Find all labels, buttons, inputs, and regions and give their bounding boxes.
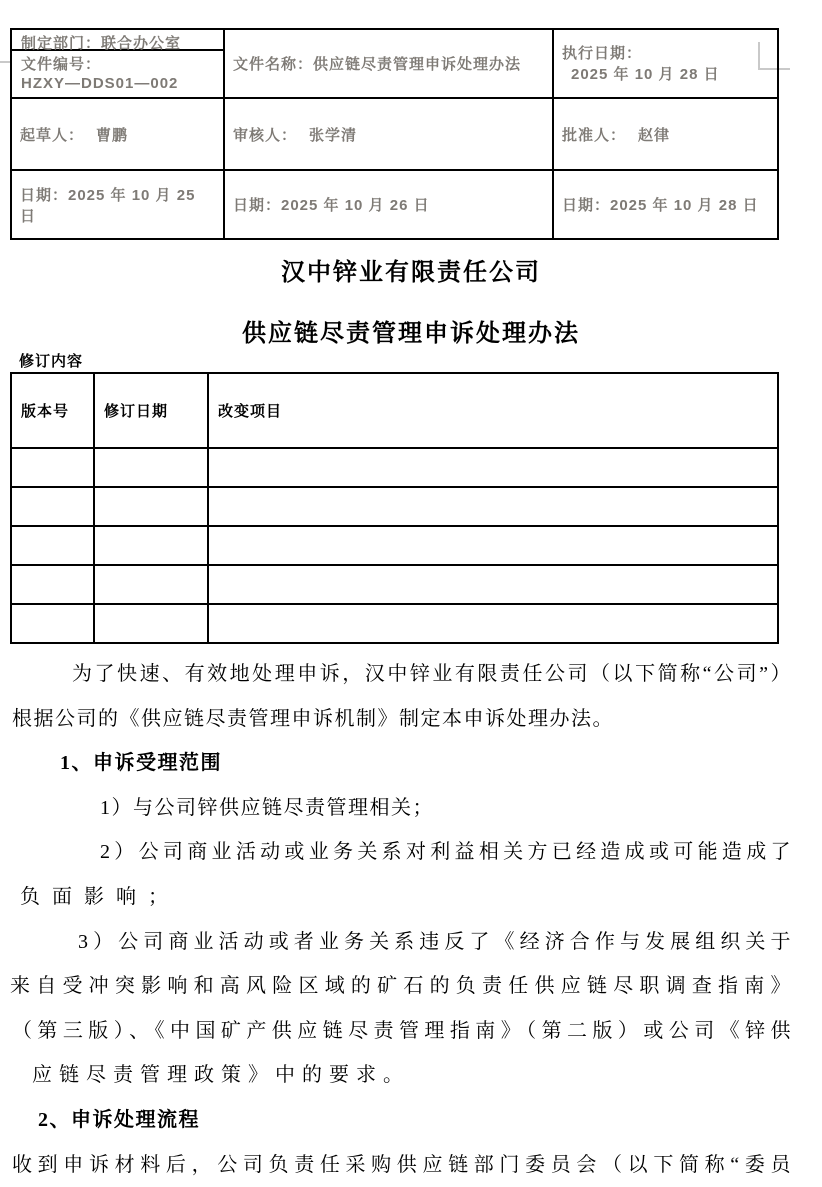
drafter-label: 起草人： [20, 126, 85, 144]
draft-date-cell: 日期：2025 年 10 月 25 日 [11, 170, 224, 239]
approver-cell [553, 98, 778, 170]
revision-empty-cell [94, 565, 208, 604]
exec-date-value: 2025 年 10 月 28 日 [571, 65, 720, 83]
revision-empty-cell [11, 487, 94, 526]
list-item-1: 1）与公司锌供应链尽责管理相关； [100, 796, 434, 819]
body-text [10, 652, 792, 1187]
doc-number-label: 文件编号： [21, 56, 102, 73]
list-item-3-line-1: 3）公司商业活动或者业务关系违反了《经济合作与发展组织关于 [78, 930, 792, 953]
revision-empty-cell [208, 487, 778, 526]
revision-empty-row [11, 448, 778, 487]
list-item-3-line-2: 来自受冲突影响和高风险区域的矿石的负责任供应链尽职调查指南》 [10, 975, 792, 998]
section-2-heading: 2、申诉处理流程 [38, 1108, 200, 1131]
list-item-2-line-1: 2）公司商业活动或业务关系对利益相关方已经造成或可能造成了 [100, 841, 792, 864]
revision-empty-row [11, 565, 778, 604]
revision-col-version: 版本号 [11, 373, 94, 448]
revision-col-date: 修订日期 [94, 373, 208, 448]
reviewer-name: 张学清 [309, 126, 358, 144]
revision-empty-row [11, 487, 778, 526]
review-date-cell: 日期：2025 年 10 月 26 日 [224, 170, 553, 239]
doc-number-value: HZXY—DDS01—002 [21, 75, 179, 92]
exec-date-cell [553, 29, 778, 98]
document-info-table [10, 28, 779, 240]
drafter-cell [11, 98, 224, 170]
revision-empty-cell [11, 526, 94, 565]
revision-empty-cell [94, 526, 208, 565]
section-1-heading: 1、申诉受理范围 [60, 752, 222, 775]
revision-section-label: 修订内容 [19, 353, 84, 370]
revision-empty-row [11, 526, 778, 565]
drafter-name: 曹鹏 [96, 126, 129, 144]
list-item-3-line-3: （第三版）、《中国矿产供应链尽责管理指南》（第二版）或公司《锌供 [12, 1019, 792, 1042]
paragraph-intro-line-1: 为了快速、有效地处理申诉，汉中锌业有限责任公司（以下简称“公司”） [72, 663, 792, 685]
revision-table [10, 372, 779, 644]
revision-empty-row [11, 604, 778, 643]
revision-empty-cell [11, 448, 94, 487]
company-title: 汉中锌业有限责任公司 [281, 259, 541, 286]
reviewer-cell [224, 98, 553, 170]
list-item-2-line-2: 负面影响； [20, 885, 180, 908]
doc-number-cell [12, 51, 223, 93]
paragraph-intro-line-2: 根据公司的《供应链尽责管理申诉机制》制定本申诉处理办法。 [12, 707, 614, 730]
list-item-3-line-4: 应链尽责管理政策》中的要求。 [32, 1064, 410, 1087]
info-row-top [11, 29, 778, 98]
approver-label: 批准人： [562, 126, 627, 144]
revision-empty-cell [11, 604, 94, 643]
revision-empty-cell [11, 565, 94, 604]
dept-and-number-cell [11, 29, 224, 98]
paragraph-process-line-1: 收到申诉材料后，公司负责任采购供应链部门委员会（以下简称“委员 [12, 1153, 792, 1176]
approval-date-cell: 日期：2025 年 10 月 28 日 [553, 170, 778, 239]
revision-table-body [11, 373, 778, 643]
approver-name: 赵律 [638, 126, 671, 144]
revision-empty-cell [208, 565, 778, 604]
revision-empty-cell [94, 604, 208, 643]
revision-empty-cell [208, 448, 778, 487]
reviewer-label: 审核人： [233, 126, 298, 144]
revision-col-items: 改变项目 [208, 373, 778, 448]
info-row-people [11, 98, 778, 170]
document-title: 供应链尽责管理申诉处理办法 [242, 320, 580, 347]
revision-empty-cell [208, 526, 778, 565]
revision-header-row [11, 373, 778, 448]
revision-empty-cell [94, 448, 208, 487]
revision-empty-cell [94, 487, 208, 526]
info-row-dates [11, 170, 778, 239]
exec-date-label: 执行日期： [562, 44, 643, 62]
doc-name-cell: 文件名称：供应链尽责管理申诉处理办法 [224, 29, 553, 98]
revision-empty-cell [208, 604, 778, 643]
dept-cell: 制定部门：联合办公室 [12, 30, 223, 51]
